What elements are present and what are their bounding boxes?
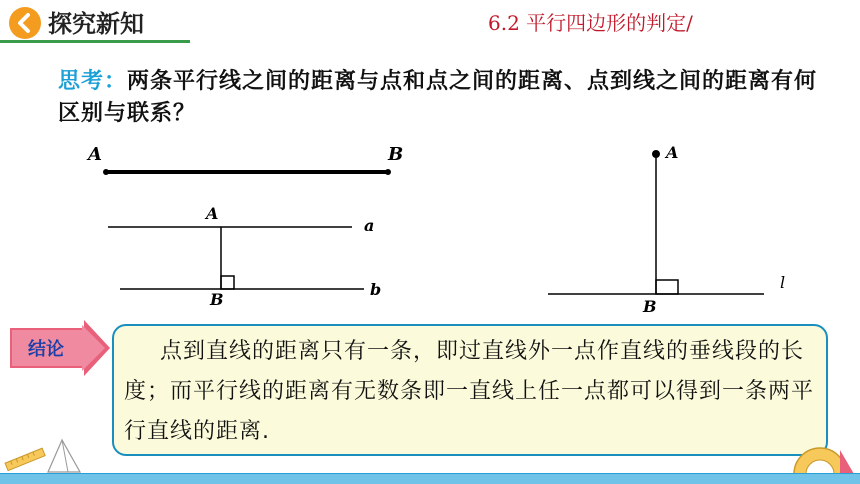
lesson-title: 6.2 平行四边形的判定/ bbox=[488, 11, 693, 35]
conclusion-tag bbox=[10, 320, 110, 376]
footer-bar bbox=[0, 474, 860, 484]
segment-label-a: A bbox=[88, 144, 102, 165]
parallel-point-a: A bbox=[206, 204, 219, 223]
line-label-b: b bbox=[370, 280, 382, 299]
segment-label-b: B bbox=[388, 144, 404, 165]
line-label-a: a bbox=[364, 216, 375, 235]
question-label: 思考： bbox=[58, 69, 128, 94]
conclusion-tag-label: 结论 bbox=[28, 339, 64, 360]
point-label-a: A bbox=[666, 143, 679, 162]
geometry-decor-icon bbox=[4, 436, 88, 476]
parallel-figure bbox=[108, 204, 381, 309]
conclusion-box bbox=[112, 324, 828, 456]
segment-figure bbox=[86, 144, 403, 175]
question-text: 两条平行线之间的距离与点和点之间的距离、点到线之间的距离有何区别与联系？ bbox=[58, 69, 818, 126]
parallel-point-b: B bbox=[210, 290, 224, 309]
section-title: 探究新知 bbox=[48, 10, 144, 38]
foot-label-b: B bbox=[643, 297, 657, 316]
point-line-figure bbox=[548, 143, 785, 316]
line-label-l: l bbox=[780, 273, 786, 292]
conclusion-text: 点到直线的距离只有一条，即过直线外一点作直线的垂线段的长度；而平行线的距离有无数条即一直线上任一点都可以得到一条两平行直线的距离. bbox=[124, 339, 815, 444]
